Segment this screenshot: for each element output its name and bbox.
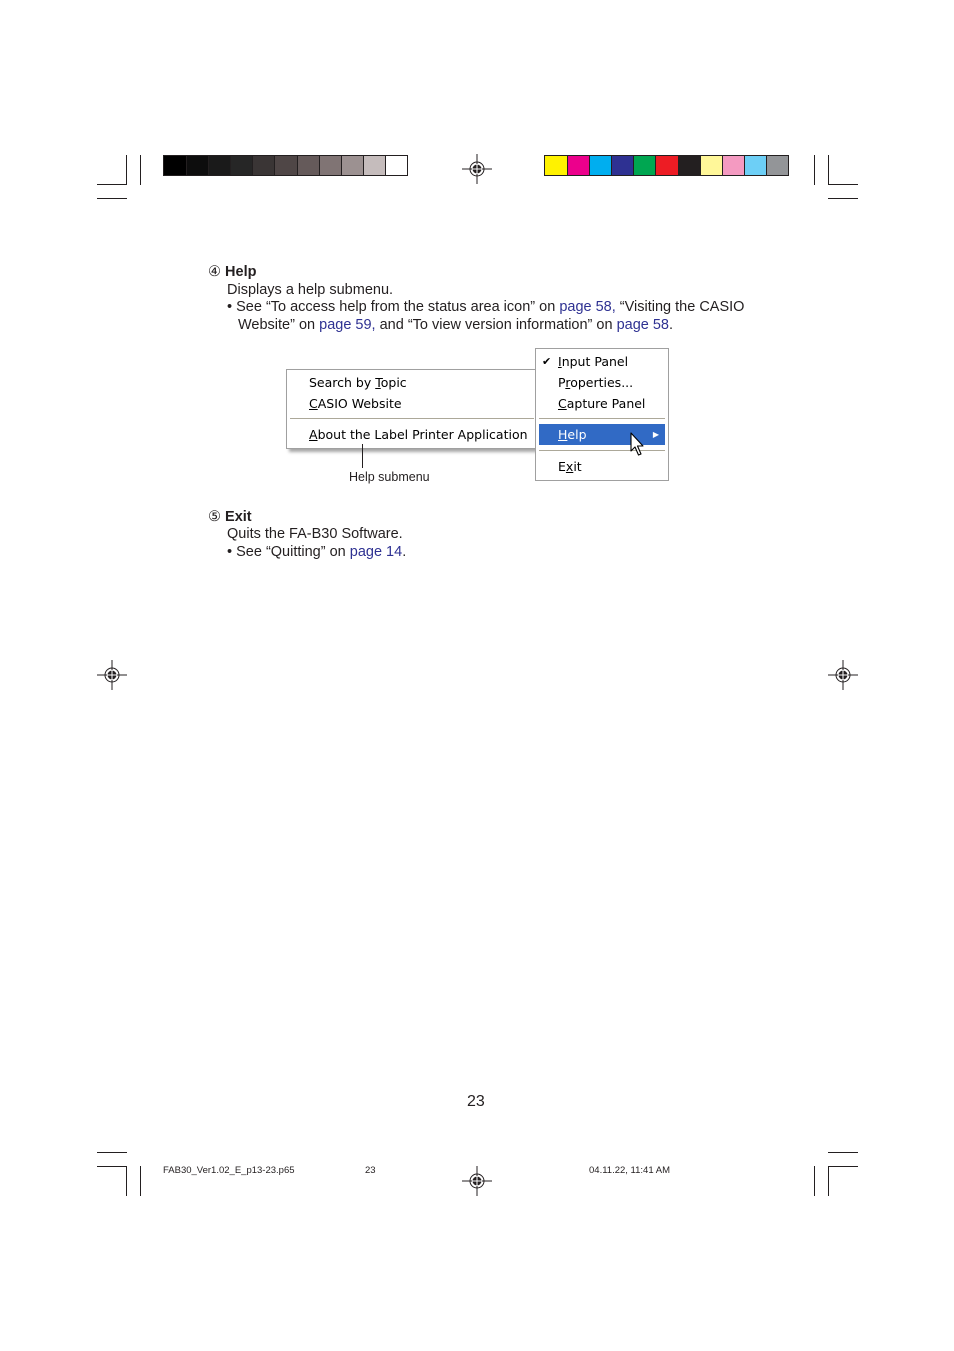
bullet: • bbox=[227, 299, 233, 315]
menu-separator bbox=[290, 418, 534, 419]
color-swatch bbox=[297, 156, 320, 175]
page-link[interactable]: page 59, bbox=[319, 317, 376, 333]
color-swatch bbox=[230, 156, 253, 175]
crop-mark bbox=[828, 155, 829, 185]
color-swatch bbox=[611, 156, 634, 175]
footer-page: 23 bbox=[365, 1165, 376, 1176]
registration-mark-icon bbox=[97, 660, 127, 690]
menu-separator bbox=[539, 418, 665, 419]
exit-heading bbox=[208, 508, 252, 526]
help-heading bbox=[208, 263, 256, 281]
color-swatch bbox=[567, 156, 590, 175]
process-color-bar bbox=[544, 155, 789, 176]
page-link[interactable]: page 58 bbox=[616, 317, 669, 333]
registration-mark-icon bbox=[462, 154, 492, 184]
footer-timestamp: 04.11.22, 11:41 AM bbox=[589, 1165, 670, 1176]
color-swatch bbox=[700, 156, 723, 175]
page-link[interactable]: page 58, bbox=[559, 299, 616, 315]
color-swatch bbox=[655, 156, 678, 175]
footer-filename: FAB30_Ver1.02_E_p13-23.p65 bbox=[163, 1165, 295, 1176]
crop-mark bbox=[814, 155, 815, 185]
crop-mark bbox=[97, 1166, 127, 1167]
section-marker: ⑤ bbox=[208, 509, 221, 525]
help-description: Displays a help submenu. bbox=[227, 282, 394, 298]
crop-mark bbox=[828, 1152, 858, 1153]
crop-mark bbox=[828, 184, 858, 185]
color-swatch bbox=[545, 156, 568, 175]
section-marker: ④ bbox=[208, 264, 221, 280]
menu-item-casio-website[interactable]: CASIO Website bbox=[309, 396, 402, 411]
help-bullet-line1: • See “To access help from the status area icon” on page 58, “Visiting the CASIO bbox=[227, 299, 745, 315]
color-swatch bbox=[722, 156, 745, 175]
submenu-arrow-icon: ▶ bbox=[652, 430, 659, 439]
section-title: Exit bbox=[225, 509, 252, 525]
exit-description: Quits the FA-B30 Software. bbox=[227, 526, 403, 542]
crop-mark bbox=[97, 184, 127, 185]
help-submenu-caption: Help submenu bbox=[349, 470, 430, 484]
menu-item-capture-panel[interactable]: Capture Panel bbox=[558, 396, 646, 411]
color-swatch bbox=[274, 156, 297, 175]
color-swatch bbox=[208, 156, 231, 175]
bullet: • bbox=[227, 544, 233, 560]
menu-separator bbox=[539, 450, 665, 451]
menu-item-exit[interactable]: Exit bbox=[558, 459, 582, 474]
color-swatch bbox=[319, 156, 342, 175]
color-swatch bbox=[164, 156, 187, 175]
page-number: 23 bbox=[467, 1093, 485, 1110]
color-swatch bbox=[678, 156, 701, 175]
menu-item-search-by-topic[interactable]: Search by Topic bbox=[309, 375, 407, 390]
registration-mark-icon bbox=[462, 1166, 492, 1196]
crop-mark bbox=[828, 1166, 858, 1167]
gray-color-bar bbox=[163, 155, 408, 176]
crop-mark bbox=[97, 198, 127, 199]
color-swatch bbox=[341, 156, 364, 175]
color-swatch bbox=[363, 156, 386, 175]
color-swatch bbox=[766, 156, 789, 175]
registration-mark-icon bbox=[828, 660, 858, 690]
crop-mark bbox=[126, 1166, 127, 1196]
color-swatch bbox=[186, 156, 209, 175]
callout-line bbox=[362, 444, 363, 468]
crop-mark bbox=[126, 155, 127, 185]
help-submenu bbox=[286, 369, 538, 449]
color-swatch bbox=[385, 156, 408, 175]
menu-item-help[interactable]: Help ▶ bbox=[539, 424, 665, 445]
crop-mark bbox=[828, 1166, 829, 1196]
exit-bullet: • See “Quitting” on page 14. bbox=[227, 544, 407, 560]
color-swatch bbox=[744, 156, 767, 175]
menu-item-properties[interactable]: Properties... bbox=[558, 375, 634, 390]
help-bullet-line2: Website” on page 59, and “To view version information” on page 58. bbox=[238, 317, 674, 333]
color-swatch bbox=[633, 156, 656, 175]
crop-mark bbox=[828, 198, 858, 199]
mouse-cursor-icon bbox=[630, 432, 646, 458]
section-title: Help bbox=[225, 264, 257, 280]
page-link[interactable]: page 14 bbox=[349, 544, 403, 560]
tray-context-menu bbox=[535, 348, 669, 481]
color-swatch bbox=[252, 156, 275, 175]
check-icon: ✔ bbox=[542, 355, 552, 368]
crop-mark bbox=[140, 155, 141, 185]
crop-mark bbox=[814, 1166, 815, 1196]
menu-item-input-panel[interactable]: ✔ Input Panel bbox=[536, 351, 668, 372]
menu-item-about[interactable]: About the Label Printer Application bbox=[309, 427, 528, 442]
crop-mark bbox=[97, 1152, 127, 1153]
color-swatch bbox=[589, 156, 612, 175]
crop-mark bbox=[140, 1166, 141, 1196]
